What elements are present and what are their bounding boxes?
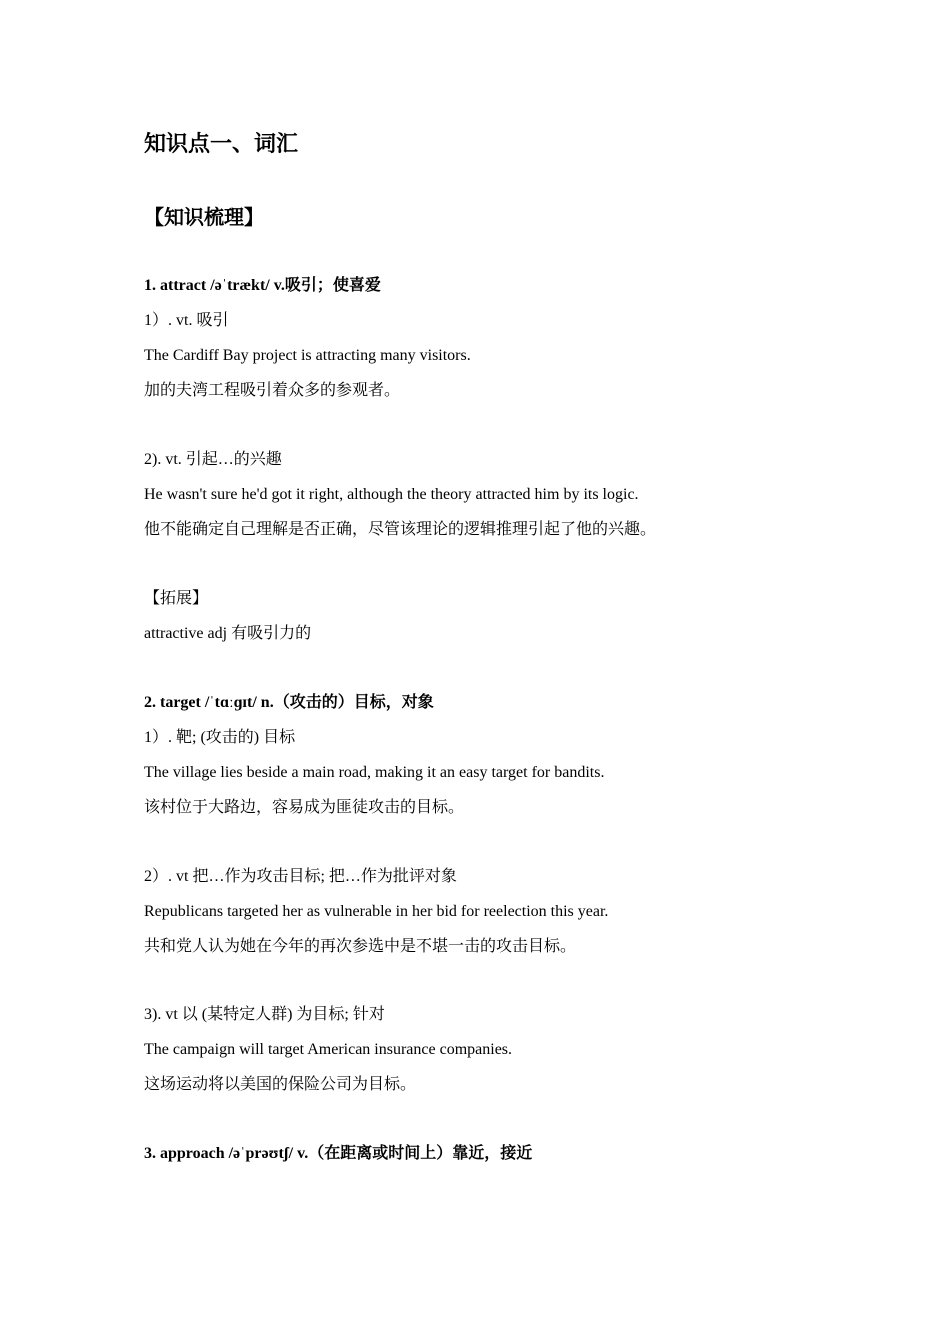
extension-label: 【拓展】 — [144, 590, 209, 607]
extension-text: attractive adj 有吸引力的 — [144, 625, 312, 642]
example-english: The campaign will target American insurance companies. — [144, 1041, 513, 1058]
example-english: The Cardiff Bay project is attracting many visitors. — [144, 347, 471, 364]
example-english: The village lies beside a main road, making it an easy target for bandits. — [144, 764, 605, 781]
example-chinese: 共和党人认为她在今年的再次参选中是不堪一击的攻击目标。 — [144, 938, 577, 955]
example-english: Republicans targeted her as vulnerable in her bid for reelection this year. — [144, 903, 609, 920]
section-subtitle: 【知识梳理】 — [144, 207, 264, 229]
example-chinese: 这场运动将以美国的保险公司为目标。 — [144, 1076, 417, 1093]
example-english: He wasn't sure he'd got it right, although the theory attracted him by its logic. — [144, 486, 639, 503]
section-title: 知识点一、词汇 — [144, 131, 299, 156]
example-chinese: 该村位于大路边，容易成为匪徒攻击的目标。 — [144, 799, 465, 816]
sense-label: 3). vt 以 (某特定人群) 为目标; 针对 — [144, 1006, 385, 1023]
sense-label: 1）. vt. 吸引 — [144, 312, 229, 329]
entry-heading-target: 2. target /ˈtɑːɡɪt/ n.（攻击的）目标，对象 — [144, 694, 434, 711]
sense-label: 2). vt. 引起…的兴趣 — [144, 451, 282, 468]
sense-label: 2）. vt 把…作为攻击目标; 把…作为批评对象 — [144, 868, 457, 885]
entry-heading-attract: 1. attract /əˈtrækt/ v.吸引；使喜爱 — [144, 277, 381, 294]
example-chinese: 他不能确定自己理解是否正确，尽管该理论的逻辑推理引起了他的兴趣。 — [144, 521, 657, 538]
entry-heading-approach: 3. approach /əˈprəʊtʃ/ v.（在距离或时间上）靠近，接近 — [144, 1145, 533, 1162]
sense-label: 1）. 靶; (攻击的) 目标 — [144, 729, 296, 746]
example-chinese: 加的夫湾工程吸引着众多的参观者。 — [144, 382, 401, 399]
